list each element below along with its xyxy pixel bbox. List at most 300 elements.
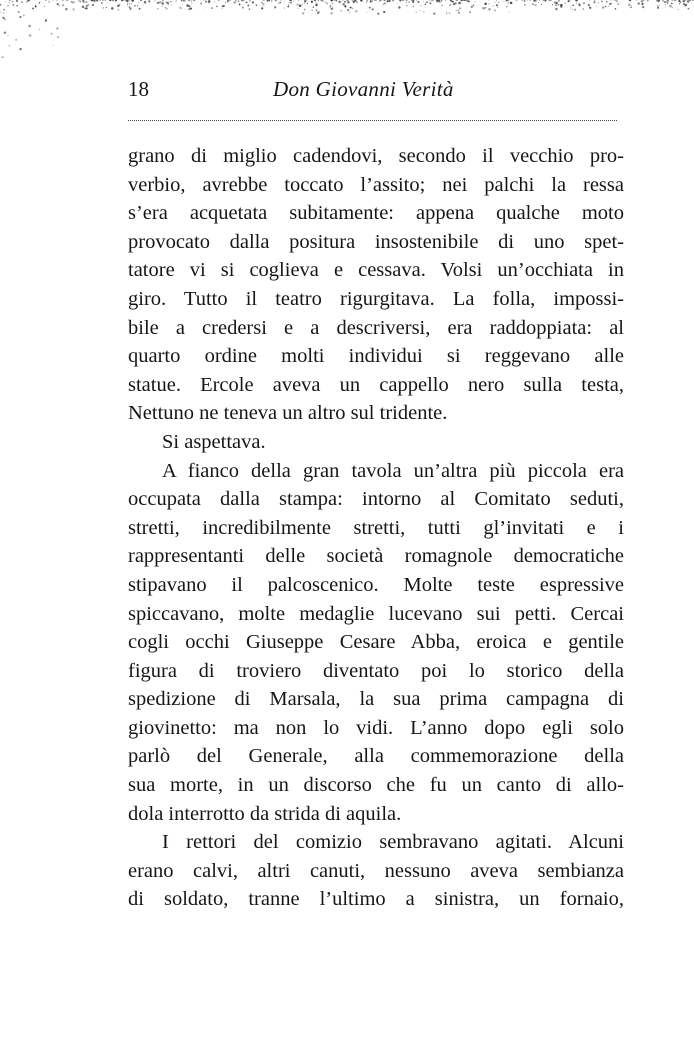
scan-speck bbox=[56, 27, 58, 29]
scan-speck bbox=[86, 1, 88, 3]
scan-speck bbox=[45, 21, 46, 22]
scan-speck bbox=[48, 1, 49, 2]
scan-speck bbox=[527, 0, 528, 1]
scan-speck bbox=[662, 0, 664, 2]
scan-speck bbox=[314, 0, 316, 1]
scan-speck bbox=[664, 1, 666, 3]
scan-speck bbox=[271, 0, 272, 1]
scan-speck bbox=[330, 12, 332, 14]
scan-speck bbox=[572, 9, 573, 10]
scan-speck bbox=[35, 0, 36, 1]
scan-speck bbox=[82, 6, 84, 8]
scan-speck bbox=[181, 8, 182, 9]
scan-speck bbox=[352, 8, 353, 9]
scan-speck bbox=[204, 10, 205, 11]
scan-speck bbox=[7, 35, 8, 36]
scan-speck bbox=[165, 7, 167, 9]
scan-speck bbox=[304, 9, 306, 11]
scan-speck bbox=[676, 0, 677, 1]
scan-speck bbox=[86, 7, 88, 9]
scan-speck bbox=[91, 0, 93, 1]
scan-speck bbox=[558, 1, 559, 2]
scan-speck bbox=[233, 1, 236, 4]
scan-speck bbox=[657, 7, 659, 9]
scan-speck bbox=[205, 1, 207, 3]
scan-speck bbox=[539, 0, 540, 1]
scan-speck bbox=[235, 0, 237, 1]
scan-speck bbox=[516, 0, 518, 1]
scan-speck bbox=[325, 2, 326, 3]
scan-speck bbox=[449, 12, 450, 13]
scan-speck bbox=[674, 0, 675, 1]
scan-speck bbox=[416, 0, 417, 1]
scan-speck bbox=[642, 6, 644, 8]
scan-speck bbox=[555, 4, 557, 6]
scan-speck bbox=[119, 4, 120, 5]
scan-speck bbox=[99, 0, 101, 1]
scan-speck bbox=[420, 10, 421, 11]
scan-speck bbox=[5, 1, 6, 2]
scan-speck bbox=[176, 1, 177, 2]
scan-speck bbox=[140, 0, 142, 1]
scan-speck bbox=[332, 3, 333, 4]
scan-speck bbox=[488, 3, 489, 4]
scan-speck bbox=[433, 13, 435, 15]
scan-speck bbox=[131, 3, 132, 4]
scan-speck bbox=[297, 4, 299, 6]
scan-speck bbox=[32, 7, 34, 9]
scan-speck bbox=[101, 2, 103, 4]
scan-speck bbox=[23, 14, 25, 16]
scan-speck bbox=[406, 5, 408, 7]
scan-speck bbox=[216, 6, 218, 8]
scan-speck bbox=[338, 1, 340, 3]
scan-speck bbox=[446, 12, 447, 13]
scan-speck bbox=[347, 9, 349, 11]
scan-speck bbox=[92, 4, 94, 6]
scan-speck bbox=[84, 8, 85, 9]
scan-speck bbox=[665, 4, 666, 5]
scan-speck bbox=[594, 0, 595, 1]
scan-speck bbox=[560, 5, 562, 7]
scan-speck bbox=[117, 9, 119, 11]
scan-speck bbox=[329, 6, 330, 7]
scan-speck bbox=[293, 1, 294, 2]
scan-speck bbox=[459, 2, 461, 4]
scan-speck bbox=[188, 0, 190, 1]
scan-speck bbox=[524, 4, 526, 6]
scan-speck bbox=[509, 12, 510, 13]
text-line: sua morte, in un discorso che fu un canto di allo- bbox=[128, 774, 624, 797]
scan-speck bbox=[138, 2, 139, 3]
scan-speck bbox=[383, 0, 385, 1]
scan-speck bbox=[647, 0, 649, 2]
scan-speck bbox=[45, 0, 46, 1]
scan-speck bbox=[16, 5, 18, 7]
scan-speck bbox=[485, 7, 487, 9]
text-line: quarto ordine molti individui si reggevano alle bbox=[128, 345, 624, 368]
scan-speck bbox=[269, 0, 270, 1]
scan-speck bbox=[606, 1, 608, 3]
scan-speck bbox=[406, 2, 407, 3]
scan-speck bbox=[601, 1, 603, 3]
scan-speck bbox=[2, 17, 4, 19]
scan-speck bbox=[456, 10, 457, 11]
scan-speck bbox=[544, 0, 546, 2]
scan-speck bbox=[641, 3, 643, 5]
scan-speck bbox=[53, 45, 54, 46]
scan-speck bbox=[377, 13, 379, 15]
scan-speck bbox=[339, 0, 340, 1]
scan-speck bbox=[614, 0, 616, 1]
scan-speck bbox=[127, 3, 128, 4]
scan-speck bbox=[384, 2, 386, 4]
scan-speck bbox=[508, 0, 509, 1]
scan-speck bbox=[134, 5, 136, 7]
scan-speck bbox=[677, 9, 678, 10]
scan-speck bbox=[505, 0, 506, 1]
scan-speck bbox=[144, 1, 147, 4]
scan-speck bbox=[485, 3, 487, 5]
text-line: Nettuno ne teneva un altro sul tridente. bbox=[128, 402, 448, 425]
scan-speck bbox=[39, 1, 40, 2]
scan-speck bbox=[672, 7, 673, 8]
scan-speck bbox=[241, 0, 244, 1]
scan-speck bbox=[510, 2, 513, 5]
scan-speck bbox=[332, 7, 333, 8]
scan-speck bbox=[416, 12, 417, 13]
scan-speck bbox=[411, 0, 412, 1]
scan-speck bbox=[541, 4, 542, 5]
text-line: giro. Tutto il teatro rigurgitava. La folla, impossi- bbox=[128, 287, 624, 310]
scan-speck bbox=[59, 5, 60, 6]
scan-speck bbox=[106, 7, 108, 9]
scan-speck bbox=[52, 0, 53, 1]
scan-speck bbox=[127, 5, 128, 6]
scan-speck bbox=[214, 1, 215, 2]
scan-speck bbox=[171, 5, 172, 6]
scan-speck bbox=[628, 4, 630, 6]
scan-speck bbox=[71, 1, 73, 3]
scan-speck bbox=[29, 34, 32, 37]
scan-speck bbox=[318, 11, 320, 13]
scan-speck bbox=[638, 2, 640, 4]
scan-speck bbox=[21, 1, 23, 3]
scan-speck bbox=[179, 7, 181, 9]
scan-speck bbox=[366, 0, 368, 2]
scan-speck bbox=[242, 7, 244, 9]
scan-speck bbox=[221, 8, 222, 9]
scan-speck bbox=[191, 0, 192, 1]
scan-speck bbox=[355, 10, 358, 13]
scan-speck bbox=[643, 0, 645, 1]
text-line: I rettori del comizio sembravano agitati. Alcuni bbox=[162, 831, 624, 854]
scan-speck bbox=[473, 4, 475, 6]
scan-speck bbox=[593, 1, 595, 3]
scan-speck bbox=[154, 0, 155, 1]
scan-speck bbox=[261, 7, 263, 9]
scan-speck bbox=[330, 5, 332, 7]
scan-speck bbox=[188, 5, 190, 7]
scan-speck bbox=[629, 0, 631, 2]
scan-speck bbox=[583, 2, 585, 4]
scan-speck bbox=[307, 3, 308, 4]
scan-speck bbox=[19, 16, 21, 18]
scan-speck bbox=[56, 0, 57, 1]
scan-speck bbox=[366, 2, 367, 3]
scan-speck bbox=[35, 5, 36, 6]
scan-speck bbox=[494, 10, 495, 11]
scan-speck bbox=[383, 4, 384, 5]
scan-speck bbox=[284, 8, 285, 9]
scan-speck bbox=[87, 4, 89, 6]
scan-speck bbox=[289, 2, 290, 3]
scan-speck bbox=[671, 7, 672, 8]
scan-speck bbox=[4, 31, 7, 34]
scan-speck bbox=[311, 1, 313, 3]
text-line: cogli occhi Giuseppe Cesare Abba, eroica e gentile bbox=[128, 631, 624, 654]
scan-speck bbox=[685, 4, 687, 6]
scan-speck bbox=[262, 6, 263, 7]
scan-speck bbox=[239, 4, 241, 6]
scan-speck bbox=[0, 11, 1, 13]
scan-speck bbox=[182, 4, 183, 5]
scan-speck bbox=[205, 0, 206, 1]
scan-speck bbox=[218, 0, 220, 1]
scan-speck bbox=[311, 9, 313, 11]
text-line: spiccavano, molte medaglie lucevano sui petti. Cercai bbox=[128, 602, 624, 625]
text-line: tatore vi si coglieva e cessava. Volsi un’occhiata in bbox=[128, 259, 624, 282]
scan-speck bbox=[252, 1, 254, 3]
scan-speck bbox=[506, 6, 508, 8]
scan-speck bbox=[460, 0, 462, 1]
body-text bbox=[128, 142, 624, 914]
scan-speck bbox=[611, 0, 612, 1]
scan-speck bbox=[62, 4, 64, 6]
scan-speck bbox=[51, 33, 53, 35]
scan-speck bbox=[279, 2, 280, 3]
scan-speck bbox=[446, 13, 447, 14]
scan-speck bbox=[372, 0, 373, 1]
scan-speck bbox=[142, 4, 143, 5]
scan-speck bbox=[442, 5, 443, 6]
scan-speck bbox=[488, 0, 489, 1]
scan-speck bbox=[102, 0, 103, 1]
scan-speck bbox=[115, 1, 116, 2]
scan-speck bbox=[39, 2, 41, 4]
scan-speck bbox=[666, 0, 669, 3]
scan-speck bbox=[191, 3, 192, 4]
scan-speck bbox=[589, 4, 590, 5]
text-line: statue. Ercole aveva un cappello nero sulla testa, bbox=[128, 373, 624, 396]
scan-speck bbox=[449, 4, 451, 6]
scan-speck bbox=[533, 0, 535, 2]
scan-speck bbox=[49, 2, 50, 3]
scan-speck bbox=[454, 2, 456, 4]
scan-speck bbox=[458, 12, 460, 14]
scan-speck bbox=[420, 5, 421, 6]
scan-speck bbox=[249, 1, 250, 2]
scan-speck bbox=[369, 7, 371, 9]
scan-speck bbox=[351, 7, 352, 8]
scan-speck bbox=[388, 0, 390, 2]
scan-speck bbox=[129, 8, 131, 10]
scan-speck bbox=[162, 2, 165, 5]
scan-speck bbox=[470, 12, 471, 13]
scan-speck bbox=[109, 0, 111, 1]
scan-speck bbox=[104, 0, 106, 1]
scan-speck bbox=[630, 7, 632, 9]
scan-speck bbox=[497, 7, 498, 8]
scan-speck bbox=[244, 1, 245, 2]
scan-speck bbox=[129, 3, 130, 4]
scan-speck bbox=[170, 1, 171, 2]
scan-speck bbox=[372, 9, 373, 10]
scan-speck bbox=[564, 3, 566, 5]
scan-speck bbox=[4, 18, 6, 20]
scan-noise-edge bbox=[0, 0, 694, 70]
scan-speck bbox=[399, 0, 401, 1]
scan-speck bbox=[302, 12, 305, 15]
scan-speck bbox=[392, 0, 394, 1]
scan-speck bbox=[247, 4, 249, 6]
scan-speck bbox=[464, 0, 466, 1]
text-line: giovinetto: ma non lo vidi. L’anno dopo egli solo bbox=[128, 716, 624, 739]
scan-speck bbox=[533, 4, 534, 5]
scan-speck bbox=[284, 1, 285, 2]
scan-speck bbox=[383, 11, 385, 13]
scan-speck bbox=[126, 0, 129, 2]
text-line: erano calvi, altri canuti, nessuno aveva sembianza bbox=[128, 859, 624, 882]
scan-speck bbox=[535, 4, 537, 6]
scan-speck bbox=[417, 1, 419, 3]
scan-speck bbox=[602, 7, 604, 9]
scan-speck bbox=[299, 5, 302, 8]
scan-speck bbox=[370, 0, 372, 2]
scan-speck bbox=[331, 2, 332, 3]
scan-speck bbox=[659, 5, 660, 6]
scan-speck bbox=[589, 7, 591, 9]
scan-speck bbox=[246, 2, 248, 4]
text-line: grano di miglio cadendovi, secondo il vecchio pro- bbox=[128, 145, 624, 167]
scan-speck bbox=[103, 7, 104, 8]
scan-speck bbox=[423, 11, 424, 12]
scan-speck bbox=[598, 2, 599, 3]
scan-speck bbox=[3, 9, 5, 11]
scan-speck bbox=[103, 8, 104, 9]
scan-speck bbox=[532, 3, 534, 5]
scan-speck bbox=[17, 11, 19, 13]
scan-speck bbox=[671, 3, 673, 5]
scan-speck bbox=[549, 0, 551, 1]
scan-speck bbox=[162, 0, 163, 1]
scan-speck bbox=[28, 25, 31, 28]
scan-speck bbox=[425, 4, 426, 5]
scan-speck bbox=[326, 2, 328, 4]
scan-speck bbox=[458, 10, 459, 11]
scan-speck bbox=[172, 2, 173, 3]
scan-speck bbox=[426, 1, 428, 3]
scan-speck bbox=[115, 0, 117, 1]
scan-speck bbox=[671, 0, 673, 1]
scan-speck bbox=[423, 1, 424, 2]
scan-speck bbox=[386, 3, 387, 4]
scan-speck bbox=[475, 1, 476, 2]
scan-speck bbox=[349, 12, 350, 13]
scan-speck bbox=[249, 8, 250, 9]
scan-speck bbox=[57, 3, 59, 5]
scan-speck bbox=[344, 1, 346, 3]
scan-speck bbox=[111, 7, 114, 10]
scan-speck bbox=[225, 2, 226, 3]
scan-speck bbox=[572, 4, 574, 6]
scan-speck bbox=[200, 3, 202, 5]
scan-speck bbox=[227, 0, 229, 2]
scan-speck bbox=[176, 0, 177, 1]
scan-speck bbox=[334, 0, 335, 1]
scan-speck bbox=[121, 0, 124, 1]
scan-speck bbox=[498, 2, 499, 3]
scan-speck bbox=[657, 5, 659, 7]
scan-speck bbox=[280, 0, 282, 1]
scan-speck bbox=[543, 0, 544, 1]
scan-speck bbox=[302, 4, 303, 5]
scan-speck bbox=[529, 0, 531, 1]
scan-speck bbox=[203, 0, 204, 1]
text-line: di soldato, tranne l’ultimo a sinistra, un fornaio, bbox=[128, 888, 624, 911]
scan-speck bbox=[617, 1, 618, 2]
scan-speck bbox=[431, 0, 433, 2]
scan-speck bbox=[680, 2, 681, 3]
scan-speck bbox=[78, 0, 79, 1]
scan-speck bbox=[287, 6, 289, 8]
scan-speck bbox=[397, 4, 398, 5]
scan-speck bbox=[263, 0, 265, 1]
scan-speck bbox=[685, 0, 686, 1]
text-line: A fianco della gran tavola un’altra più piccola era bbox=[162, 459, 624, 482]
scan-speck bbox=[318, 0, 319, 1]
scan-speck bbox=[340, 1, 341, 2]
scan-speck bbox=[3, 13, 4, 14]
scan-speck bbox=[342, 0, 343, 1]
scan-speck bbox=[669, 5, 671, 7]
scan-speck bbox=[316, 9, 318, 11]
text-line: occupata dalla stampa: intorno al Comitato seduti, bbox=[128, 488, 624, 511]
scan-speck bbox=[488, 8, 491, 11]
scan-speck bbox=[238, 0, 240, 2]
scan-speck bbox=[278, 3, 280, 5]
scan-speck bbox=[596, 6, 597, 7]
scan-speck bbox=[39, 29, 40, 30]
scan-speck bbox=[137, 5, 138, 6]
scan-speck bbox=[605, 6, 606, 7]
scan-speck bbox=[13, 5, 14, 6]
running-title: Don Giovanni Verità bbox=[273, 77, 454, 101]
scan-speck bbox=[65, 8, 67, 10]
scan-speck bbox=[630, 5, 631, 6]
text-line: Si aspettava. bbox=[162, 430, 266, 453]
scan-speck bbox=[159, 1, 162, 4]
scan-speck bbox=[441, 0, 443, 2]
scan-speck bbox=[315, 4, 317, 6]
scan-speck bbox=[538, 2, 539, 3]
scan-speck bbox=[256, 4, 258, 6]
scan-speck bbox=[148, 0, 150, 2]
scan-speck bbox=[496, 4, 498, 6]
scan-speck bbox=[15, 39, 16, 40]
scan-speck bbox=[158, 2, 160, 4]
scan-speck bbox=[313, 7, 314, 8]
